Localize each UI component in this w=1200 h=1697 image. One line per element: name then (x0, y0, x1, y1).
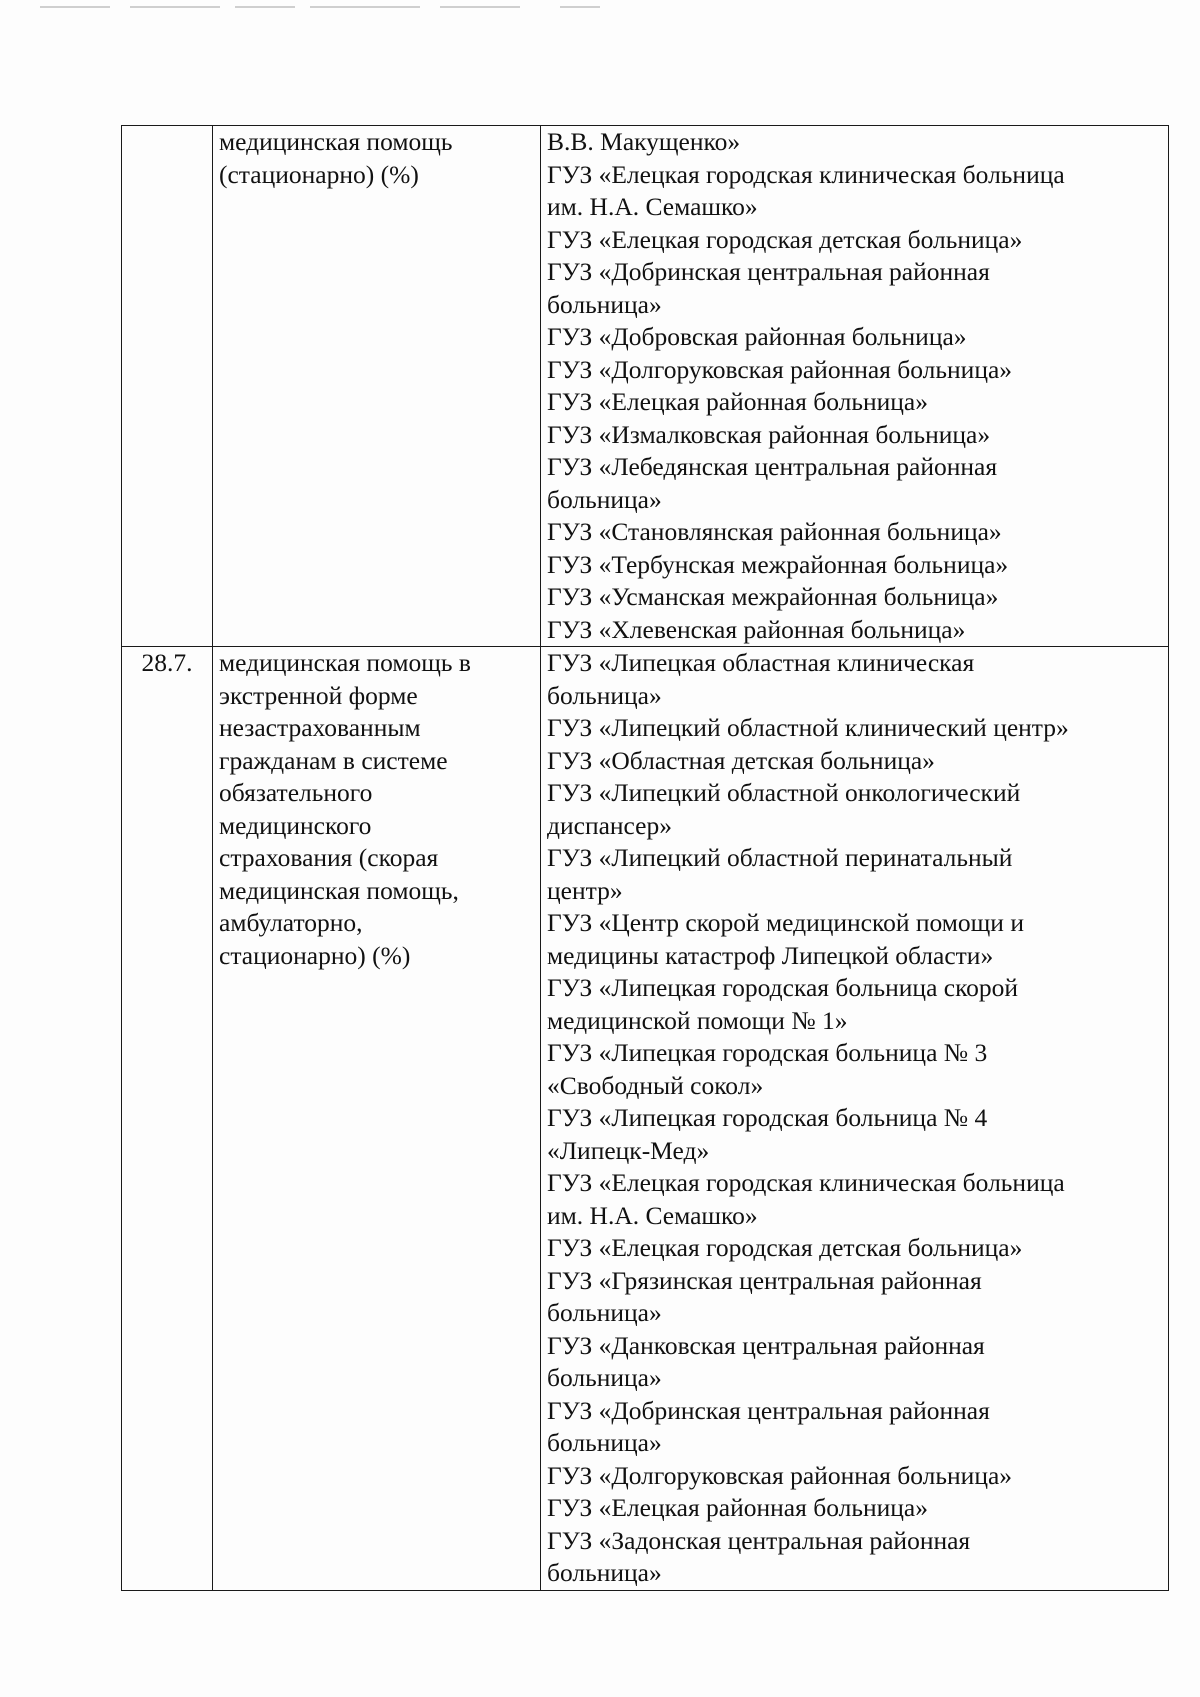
organization-line: больница» (547, 1428, 662, 1457)
organization-line: больница» (547, 680, 662, 710)
organization-line: ГУЗ «Елецкая городская клиническая больница (547, 159, 1065, 189)
organization-line: им. Н.А. Семашко» (547, 1200, 758, 1230)
description-cell (213, 126, 541, 647)
organization-line: ГУЗ «Центр скорой медицинской помощи и (547, 908, 1024, 937)
organizations-cell (541, 126, 1169, 647)
organization-line: ГУЗ «Тербунская межрайонная больница» (547, 549, 1009, 579)
organization-line: ГУЗ «Грязинская центральная районная (547, 1265, 982, 1295)
organization-line: ГУЗ «Елецкая районная больница» (547, 1493, 928, 1522)
row-number-cell (122, 647, 213, 1591)
description-line: обязательного (219, 778, 373, 807)
organizations-cell (541, 647, 1169, 1591)
organization-line: ГУЗ «Елецкая районная больница» (547, 387, 928, 416)
organization-line: ГУЗ «Добринская центральная районная (547, 1395, 990, 1425)
description-line: медицинская помощь (219, 127, 453, 156)
organization-line: ГУЗ «Елецкая городская клиническая больница (547, 1168, 1065, 1197)
description-line: амбулаторно, (219, 908, 363, 937)
description-line: (стационарно) (%) (219, 159, 419, 189)
organization-line: ГУЗ «Добровская районная больница» (547, 322, 967, 351)
organization-line: В.В. Макущенко» (547, 127, 741, 156)
organization-line: ГУЗ «Елецкая городская детская больница» (547, 1233, 1023, 1262)
organization-line: медицины катастроф Липецкой области» (547, 940, 994, 970)
description-line: гражданам в системе (219, 745, 448, 775)
table-row (122, 126, 1169, 647)
organization-line: ГУЗ «Задонская центральная районная (547, 1525, 971, 1555)
organization-line: ГУЗ «Липецкая областная клиническая (547, 648, 975, 677)
organization-line: диспансер» (547, 810, 672, 840)
organization-line: ГУЗ «Добринская центральная районная (547, 257, 990, 286)
description-line: медицинская помощь в (219, 648, 471, 677)
organization-line: ГУЗ «Липецкий областной перинатальный (547, 843, 1013, 872)
table-row (122, 647, 1169, 1591)
description-line: медицинская помощь, (219, 875, 459, 905)
description-cell (213, 647, 541, 1591)
organization-line: ГУЗ «Липецкая городская больница № 4 (547, 1103, 988, 1132)
organization-line: им. Н.А. Семашко» (547, 192, 758, 221)
organization-line: «Свободный сокол» (547, 1070, 764, 1100)
organization-line: ГУЗ «Липецкий областной онкологический (547, 778, 1021, 807)
scan-artifact (0, 6, 1200, 14)
organization-line: ГУЗ «Лебедянская центральная районная (547, 452, 998, 481)
description-line: стационарно) (%) (219, 940, 411, 970)
organization-line: больница» (547, 484, 662, 514)
organizations-table (121, 125, 1169, 1591)
organization-line: ГУЗ «Областная детская больница» (547, 745, 935, 775)
organization-line: ГУЗ «Елецкая городская детская больница» (547, 224, 1023, 254)
organization-line: ГУЗ «Долгоруковская районная больница» (547, 1460, 1013, 1490)
description-line: незастрахованным (219, 713, 421, 742)
organization-line: ГУЗ «Липецкий областной клинический центр» (547, 713, 1069, 742)
organization-line: ГУЗ «Долгоруковская районная больница» (547, 354, 1013, 384)
organization-line: ГУЗ «Становлянская районная больница» (547, 517, 1002, 546)
description-line: медицинского (219, 810, 372, 840)
description-line: экстренной форме (219, 680, 418, 710)
table-body (122, 126, 1169, 1591)
organization-line: «Липецк-Мед» (547, 1135, 710, 1165)
organization-line: ГУЗ «Усманская межрайонная больница» (547, 582, 999, 611)
description-line: страхования (скорая (219, 843, 439, 872)
organization-line: медицинской помощи № 1» (547, 1005, 848, 1035)
organization-line: ГУЗ «Липецкая городская больница скорой (547, 973, 1019, 1002)
organization-line: ГУЗ «Липецкая городская больница № 3 (547, 1038, 988, 1067)
organization-line: больница» (547, 1558, 662, 1587)
organization-line: ГУЗ «Хлевенская районная больница» (547, 614, 966, 644)
organization-line: больница» (547, 1298, 662, 1327)
organization-line: больница» (547, 1363, 662, 1392)
organization-line: ГУЗ «Измалковская районная больница» (547, 419, 991, 449)
row-number-cell (122, 126, 213, 647)
row-number: 28.7. (141, 648, 193, 677)
organization-line: ГУЗ «Данковская центральная районная (547, 1330, 985, 1360)
organization-line: центр» (547, 875, 623, 905)
organization-line: больница» (547, 289, 662, 319)
